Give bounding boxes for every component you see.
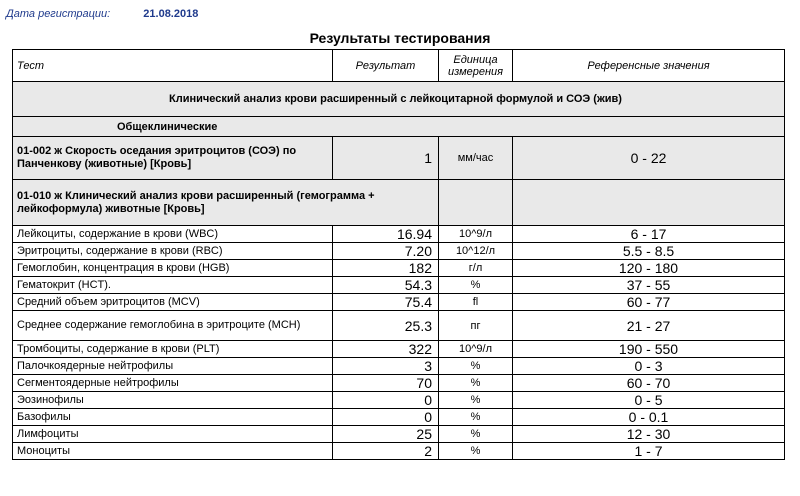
row-unit: % — [439, 358, 513, 375]
table-row — [13, 311, 785, 341]
row-result: 25.3 — [333, 311, 439, 341]
row-unit: пг — [439, 311, 513, 341]
row-result: 16.94 — [333, 226, 439, 243]
header-unit: Единица измерения — [439, 50, 513, 82]
row-result: 0 — [333, 392, 439, 409]
row-test: Эозинофилы — [13, 392, 333, 409]
header-test: Тест — [13, 50, 333, 82]
row-unit: % — [439, 426, 513, 443]
row-test: Эритроциты, содержание в крови (RBC) — [13, 243, 333, 260]
table-header-row — [13, 50, 785, 82]
row-result: 54.3 — [333, 277, 439, 294]
header-reference: Референсные значения — [513, 50, 785, 82]
row-result: 7.20 — [333, 243, 439, 260]
row-reference: 21 - 27 — [513, 311, 785, 341]
row-test: Гематокрит (HCT). — [13, 277, 333, 294]
esr-test: 01-002 ж Скорость оседания эритроцитов (СОЭ) по Панченкову (животные) [Кровь] — [13, 137, 333, 180]
row-unit: % — [439, 392, 513, 409]
row-test: Тромбоциты, содержание в крови (PLT) — [13, 341, 333, 358]
row-result: 0 — [333, 409, 439, 426]
row-test: Сегментоядерные нейтрофилы — [13, 375, 333, 392]
table-row — [13, 443, 785, 460]
subsection-title: Общеклинические — [13, 117, 785, 137]
row-unit: % — [439, 443, 513, 460]
row-result: 75.4 — [333, 294, 439, 311]
table-row — [13, 226, 785, 243]
section-row — [13, 82, 785, 117]
table-row — [13, 260, 785, 277]
row-reference: 0 - 5 — [513, 392, 785, 409]
row-unit: 10^9/л — [439, 341, 513, 358]
row-reference: 60 - 70 — [513, 375, 785, 392]
table-row — [13, 409, 785, 426]
esr-row — [13, 137, 785, 180]
row-reference: 120 - 180 — [513, 260, 785, 277]
header-result: Результат — [333, 50, 439, 82]
section-title: Клинический анализ крови расширенный с лейкоцитарной формулой и СОЭ (жив) — [13, 82, 785, 117]
row-result: 182 — [333, 260, 439, 277]
row-test: Среднее содержание гемоглобина в эритроците (MCH) — [13, 311, 333, 341]
row-test: Лейкоциты, содержание в крови (WBC) — [13, 226, 333, 243]
esr-result: 1 — [333, 137, 439, 180]
row-result: 25 — [333, 426, 439, 443]
table-row — [13, 294, 785, 311]
row-reference: 5.5 - 8.5 — [513, 243, 785, 260]
row-reference: 37 - 55 — [513, 277, 785, 294]
row-unit: 10^12/л — [439, 243, 513, 260]
row-test: Базофилы — [13, 409, 333, 426]
row-unit: 10^9/л — [439, 226, 513, 243]
row-reference: 60 - 77 — [513, 294, 785, 311]
row-reference: 0 - 3 — [513, 358, 785, 375]
esr-unit: мм/час — [439, 137, 513, 180]
row-test: Средний объем эритроцитов (MCV) — [13, 294, 333, 311]
row-result: 322 — [333, 341, 439, 358]
table-row — [13, 277, 785, 294]
row-unit: fl — [439, 294, 513, 311]
row-unit: % — [439, 375, 513, 392]
table-row — [13, 243, 785, 260]
row-result: 2 — [333, 443, 439, 460]
cbc-test: 01-010 ж Клинический анализ крови расширенный (гемограмма + лейкоформула) животные [Кровь] — [13, 180, 439, 226]
row-reference: 1 - 7 — [513, 443, 785, 460]
table-row — [13, 358, 785, 375]
table-row — [13, 392, 785, 409]
table-row — [13, 426, 785, 443]
row-reference: 6 - 17 — [513, 226, 785, 243]
page-title: Результаты тестирования — [309, 30, 491, 46]
registration-label: Дата регистрации: — [6, 8, 111, 20]
subsection-row — [13, 117, 785, 137]
row-reference: 12 - 30 — [513, 426, 785, 443]
row-unit: г/л — [439, 260, 513, 277]
row-unit: % — [439, 277, 513, 294]
row-result: 70 — [333, 375, 439, 392]
row-reference: 0 - 0.1 — [513, 409, 785, 426]
esr-reference: 0 - 22 — [513, 137, 785, 180]
row-test: Моноциты — [13, 443, 333, 460]
row-test: Гемоглобин, концентрация в крови (HGB) — [13, 260, 333, 277]
table-row — [13, 341, 785, 358]
row-unit: % — [439, 409, 513, 426]
cbc-header-row — [13, 180, 785, 226]
registration-date: 21.08.2018 — [143, 8, 199, 20]
table-row — [13, 375, 785, 392]
results-table — [12, 49, 785, 460]
cbc-unit-empty — [439, 180, 513, 226]
cbc-reference-empty — [513, 180, 785, 226]
row-result: 3 — [333, 358, 439, 375]
row-test: Лимфоциты — [13, 426, 333, 443]
row-reference: 190 - 550 — [513, 341, 785, 358]
row-test: Палочкоядерные нейтрофилы — [13, 358, 333, 375]
registration-line — [6, 8, 198, 20]
